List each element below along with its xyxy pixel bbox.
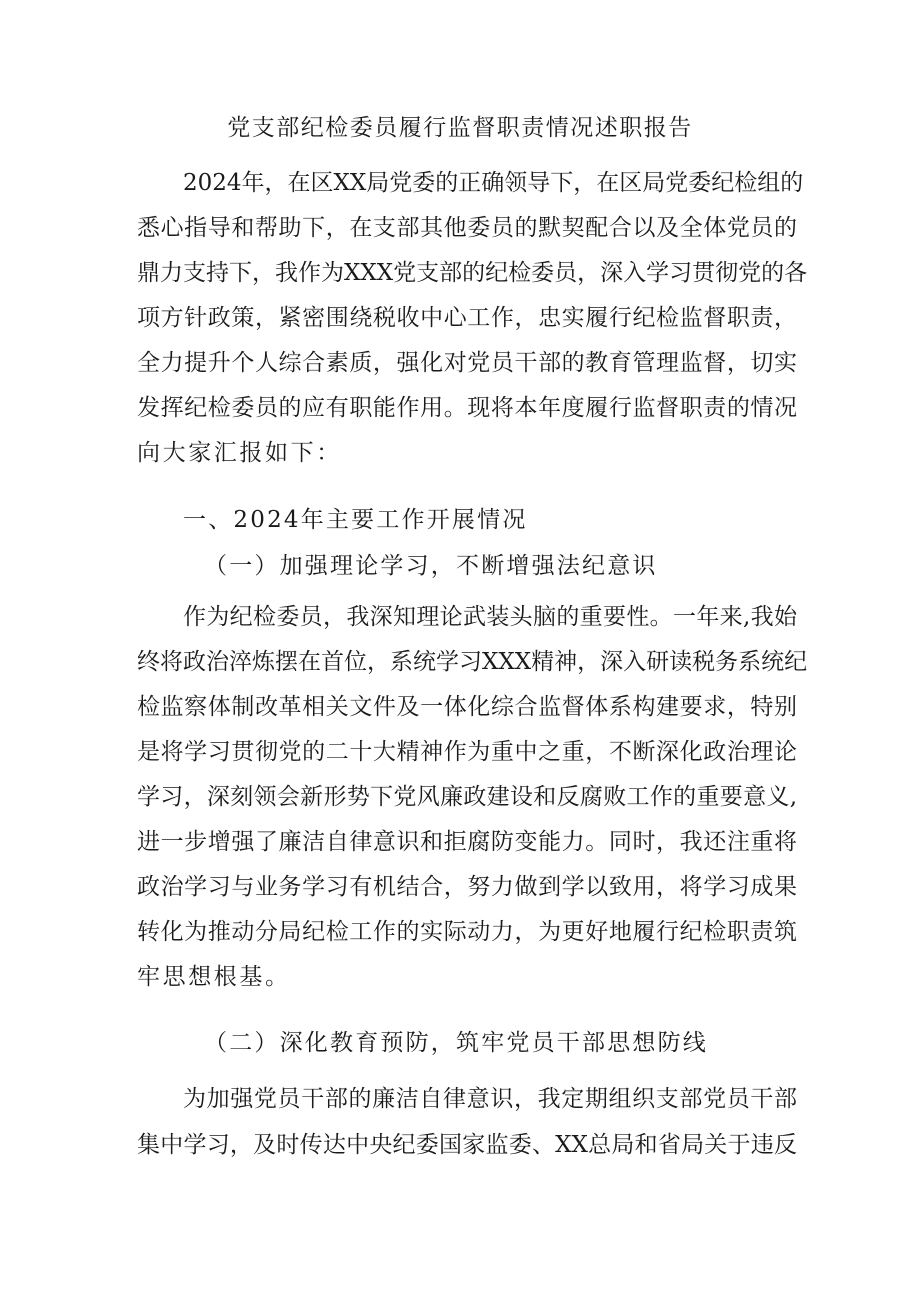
paragraph-line: 是将学习贯彻党的二十大精神作为重中之重，不断深化政治理论	[137, 739, 797, 765]
paragraph-line: 集中学习，及时传达中央纪委国家监委、XX总局和省局关于违反	[137, 1132, 797, 1158]
paragraph-line: 检监察体制改革相关文件及一体化综合监督体系构建要求，特别	[137, 694, 797, 720]
paragraph-line: 学习，深刻领会新形势下党风廉政建设和反腐败工作的重要意义,	[137, 784, 797, 810]
paragraph-line: 项方针政策，紧密围绕税收中心工作，忠实履行纪检监督职责，	[137, 305, 797, 331]
paragraph-line: 向大家汇报如下：	[137, 440, 342, 466]
paragraph-line: 为加强党员干部的廉洁自律意识，我定期组织支部党员干部	[183, 1086, 797, 1112]
paragraph-line: 政治学习与业务学习有机结合，努力做到学以致用，将学习成果	[137, 874, 797, 900]
paragraph-line: 作为纪检委员，我深知理论武装头脑的重要性。一年来,我始	[183, 604, 797, 630]
subsection-heading: （二）深化教育预防，筑牢党员干部思想防线	[204, 1030, 708, 1056]
subsection-heading: （一）加强理论学习，不断增强法纪意识	[204, 553, 658, 579]
paragraph-line: 鼎力支持下，我作为XXX党支部的纪检委员，深入学习贯彻党的各	[137, 260, 808, 286]
paragraph-line: 发挥纪检委员的应有职能作用。现将本年度履行监督职责的情况	[137, 395, 797, 421]
paragraph-line: 转化为推动分局纪检工作的实际动力，为更好地履行纪检职责筑	[137, 919, 797, 945]
paragraph-line: 终将政治淬炼摆在首位，系统学习XXX精神，深入研读税务系统纪	[137, 649, 808, 675]
paragraph-line: 全力提升个人综合素质，强化对党员干部的教育管理监督，切实	[137, 350, 797, 376]
document-title: 党支部纪检委员履行监督职责情况述职报告	[227, 115, 693, 141]
paragraph-line: 悉心指导和帮助下，在支部其他委员的默契配合以及全体党员的	[137, 215, 797, 241]
paragraph-line: 牢思想根基。	[137, 964, 291, 990]
paragraph-line: 2024年，在区XX局党委的正确领导下，在区局党委纪检组的	[183, 170, 804, 196]
paragraph-line: 进一步增强了廉洁自律意识和拒腐防变能力。同时，我还注重将	[137, 829, 797, 855]
section-heading: 一、2024年主要工作开展情况	[183, 507, 528, 533]
